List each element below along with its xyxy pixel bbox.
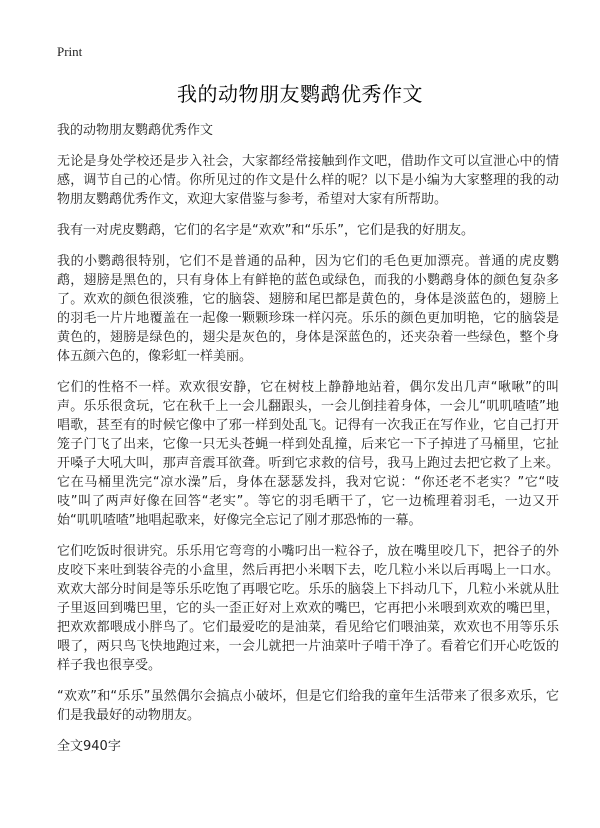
paragraph-intro: 无论是身处学校还是步入社会，大家都经常接触到作文吧，借助作文可以宣泄心中的情感，调节自己的心情。你所见过的作文是什么样的呢？以下是小编为大家整理的我的动物朋友鹦鹉优秀作文，欢迎大家借鉴与参考，希望对大家有所帮助。 [57,154,559,207]
paragraph-2: 我的小鹦鹉很特别，它们不是普通的品种，因为它们的毛色更加漂亮。普通的虎皮鹦鹉，翅膀是黑色的，只有身体上有鲜艳的蓝色或绿色，而我的小鹦鹉身体的颜色复杂多了。欢欢的颜色很淡雅，它的脑袋、翅膀和尾巴都是黄色的，身体是淡蓝色的，翅膀上的羽毛一片片地覆盖在一起像一颗颗珍珠一样闪亮。乐乐的颜色更加明艳，它的脑袋是黄色的，翅膀是绿色的，翅尖是灰色的，身体是深蓝色的，还夹杂着一些绿色，整个身体五颜六色的，像彩虹一样美丽。 [57,254,559,364]
paragraph-4: 它们吃饭时很讲究。乐乐用它弯弯的小嘴叼出一粒谷子，放在嘴里咬几下，把谷子的外皮咬下来吐到装谷壳的小盒里，然后再把小米咽下去，吃几粒小米以后再喝上一口水。欢欢大部分时间是等乐乐吃饱了再喂它吃。乐乐的脑袋上下抖动几下，几粒小米就从肚子里返回到嘴巴里，它的头一歪正好对上欢欢的嘴巴，它再把小米喂到欢欢的嘴巴里，把欢欢都喂成小胖鸟了。它们最爱吃的是油菜，看见给它们喂油菜，欢欢也不用等乐乐喂了，两只鸟飞快地跑过来，一会儿就把一片油菜叶子啃干净了。看着它们开心吃饭的样子我也很享受。 [57,544,559,673]
paragraph-3: 它们的性格不一样。欢欢很安静，它在树枝上静静地站着，偶尔发出几声“啾啾”的叫声。乐乐很贪玩，它在秋千上一会儿翻跟头，一会儿倒挂着身体，一会儿“叽叽喳喳”地唱歌，甚至有的时候它像中了邪一样到处乱飞。记得有一次我正在写作业，它自己打开笼子门飞了出来，它像一只无头苍蝇一样到处乱撞，后来它一下子掉进了马桶里，它扯开嗓子大吼大叫，那声音震耳欲聋。听到它求救的信号，我马上跑过去把它救了上来。它在马桶里洗完“凉水澡”后，身体在瑟瑟发抖，我对它说：“你还老不老实？”它“吱吱”叫了两声好像在回答“老实”。等它的羽毛晒干了，它一边梳理着羽毛，一边又开始“叽叽喳喳”地唱起歌来，好像完全忘记了刚才那恐怖的一幕。 [57,380,559,528]
word-count: 全文940字 [57,739,121,754]
article-body [57,121,559,756]
article-title: 我的动物朋友鹦鹉优秀作文 [177,82,423,106]
paragraph-5: “欢欢”和“乐乐”虽然偶尔会搞点小破坏，但是它们给我的童年生活带来了很多欢乐，它们是我最好的动物朋友。 [57,689,559,723]
print-link[interactable]: Print [57,44,83,59]
paragraph-1: 我有一对虎皮鹦鹉，它们的名字是“欢欢”和“乐乐”，它们是我的好朋友。 [57,223,474,238]
article-subtitle: 我的动物朋友鹦鹉优秀作文 [57,123,214,138]
